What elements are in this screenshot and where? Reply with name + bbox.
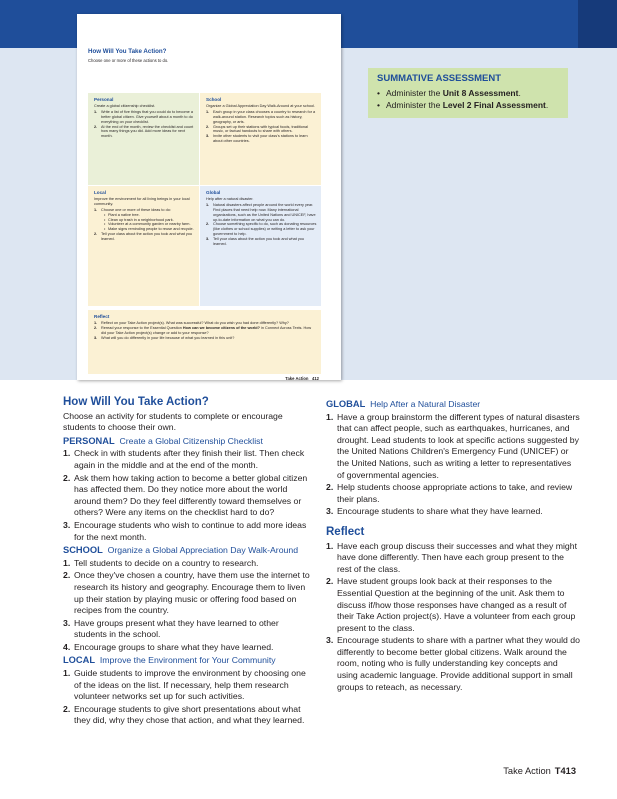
student-box-reflect [88, 310, 321, 374]
summative-item: • Administer the Unit 8 Assessment. [377, 87, 559, 99]
list-item: 2. Help students choose appropriate actions to take, and review their plans. [326, 482, 573, 504]
list-item: 1. Write a list of five things that you could do to become a better global citizen. Give yourself about a month to do everything on your checklist. [94, 109, 193, 124]
student-box-global [200, 186, 321, 306]
list-item: 3. Encourage students who wish to continue to add more ideas for the next month. [63, 519, 307, 542]
box-intro: Improve the environment for all living beings in your local community. [94, 196, 190, 206]
list-item: 1. Reflect on your Take Action project(s). What was successful? What do you wish you had done differently? Why? [94, 320, 289, 325]
header-band-accent [578, 0, 617, 48]
list-item: 1. Choose one or more of these ideas to do: • Plant a native tree. • Clean up trash in a neighborhood park. • Volunteer at a community garden or nearby farm. • Make signs reminding people to reuse and recycle. [94, 208, 195, 233]
student-page-footer: Take Action 412 [285, 376, 319, 381]
footer-label: Take Action [503, 766, 551, 776]
section-heading-school: SCHOOL Organize a Global Appreciation Day Walk-Around [63, 545, 299, 556]
sub-list-item: • Plant a native tree. [104, 213, 195, 218]
list-item: 3. Invite other students to visit your class's stations to learn about other countries. [206, 134, 308, 144]
section-heading-personal: PERSONAL Create a Global Citizenship Checklist [63, 435, 263, 446]
list-item: 2. At the end of the month, review the checklist and count how many things you did. Add more ideas for next month. [94, 124, 194, 139]
list-item: 3. Encourage students to share with a partner what they would do differently to become better global citizens. Walk around the room, noting who is fully understanding key concepts and using academic language. Provide additional support in small groups to reteach, as necessary. [326, 635, 580, 692]
list-item: 2. Choose something specific to do, such as donating resources (like clothes or school supplies) or writing a letter to ask your government to help. [206, 222, 317, 237]
student-box-personal [88, 93, 199, 185]
section-heading-local: LOCAL Improve the Environment for Your Community [63, 655, 276, 666]
box-heading: Personal [94, 97, 114, 102]
box-heading: School [206, 97, 222, 102]
list-item: 3. What will you do differently in your life because of what you learned in this unit? [94, 335, 235, 340]
list-item: 2. Reread your response to the Essential Question How can we become citizens of the world? in Connect Across Texts. How did your Take Action project(s) change or add to your response? [94, 325, 312, 335]
sub-list-item: • Clean up trash in a neighborhood park. [104, 218, 195, 223]
list-item: 1. Have each group discuss their successes and what they might have done differently. Then have each group present to the rest of the class. [326, 540, 577, 574]
summative-item: • Administer the Level 2 Final Assessment. [377, 99, 559, 111]
list-item: 2. Have student groups look back at their responses to the Essential Question at the beginning of the unit. Ask them to discuss if/how those responses have changed as a result of their Take Action project(s). Have a volunteer from each group present to the class. [326, 576, 576, 633]
box-heading: Global [206, 190, 221, 195]
box-intro: Help after a natural disaster. [206, 196, 254, 201]
list-item: 2. Ask them how taking action to become a better global citizen has affected them. Do they notice more about the world around them? Do they feel differently toward themselves or others? Were any items on the checklist hard to do? [63, 472, 308, 518]
reflect-title: Reflect [326, 525, 365, 538]
box-heading: Reflect [94, 314, 110, 319]
list-item: 2. Encourage students to give short presentations about what they did, why they chose that action, and what they learned. [63, 703, 305, 726]
list-item: 1. Have a group brainstorm the different types of natural disasters that can affect people, such as earthquakes, hurricanes, and drought. Lead students to look at specific actions suggested by the United Nations Children's Emergency Fund (UNICEF) or the United Nations, such as writing a letter to representatives of governmental agencies. [326, 411, 580, 480]
list-item: 3. Tell your class about the action you took and what you learned. [206, 237, 304, 247]
list-item: 1. Guide students to improve the environment by choosing one of the ideas on the list. If necessary, help them research volunteer networks set up for such activities. [63, 668, 306, 702]
list-item: 1. Tell students to decide on a country to research. [63, 557, 259, 568]
summative-heading: SUMMATIVE ASSESSMENT [377, 73, 502, 84]
lead-text: Choose an activity for students to complete or encourage students to choose their own. [63, 410, 283, 433]
list-item: 4. Encourage groups to share what they have learned. [63, 641, 274, 652]
student-page-title: How Will You Take Action? [88, 48, 167, 55]
teacher-notes-left [63, 397, 313, 728]
summative-assessment-box [368, 68, 568, 118]
student-page-subtitle: Choose one or more of these actions to do. [88, 58, 169, 63]
list-item: 1. Natural disasters affect people around the world every year. Find places that need help now. Many international organizations, such as the United Nations and UNICEF, have up-to-date information on what you can do. [206, 202, 316, 222]
student-page-thumbnail [77, 14, 341, 380]
sub-list-item: • Make signs reminding people to reuse and recycle. [104, 227, 195, 232]
section-title: How Will You Take Action? [63, 396, 209, 408]
box-heading: Local [94, 190, 106, 195]
student-box-local [88, 186, 199, 306]
list-item: 2. Groups set up their stations with typical foods, traditional music, or factual handouts to share with others. [206, 124, 308, 134]
sub-list-item: • Volunteer at a community garden or nearby farm. [104, 222, 195, 227]
list-item: 2. Tell your class about the action you took and what you learned. [94, 232, 192, 242]
teacher-notes-right [326, 397, 580, 694]
list-item: 3. Encourage students to share what they have learned. [326, 506, 543, 517]
page-number: T413 [554, 766, 576, 776]
box-intro: Organize a Global Appreciation Day Walk-Around at your school. [206, 103, 315, 108]
list-item: 1. Check in with students after they finish their list. Then check again in the middle and at the end of the month. [63, 448, 305, 470]
box-intro: Create a global citizenship checklist. [94, 103, 156, 108]
student-box-school [200, 93, 321, 185]
page-footer [503, 766, 576, 776]
list-item: 1. Each group in your class chooses a country to research for a walk-around station. Research topics such as history, geography, or arts. [206, 109, 316, 124]
section-heading-global: GLOBAL Help After a Natural Disaster [326, 399, 481, 409]
list-item: 2. Once they've chosen a country, have them use the internet to research its history and geography. Encourage them to liven up their station by playing music or offering food based on recipes from the country. [63, 570, 310, 616]
list-item: 3. Have groups present what they have learned to other students in the school. [63, 617, 279, 640]
